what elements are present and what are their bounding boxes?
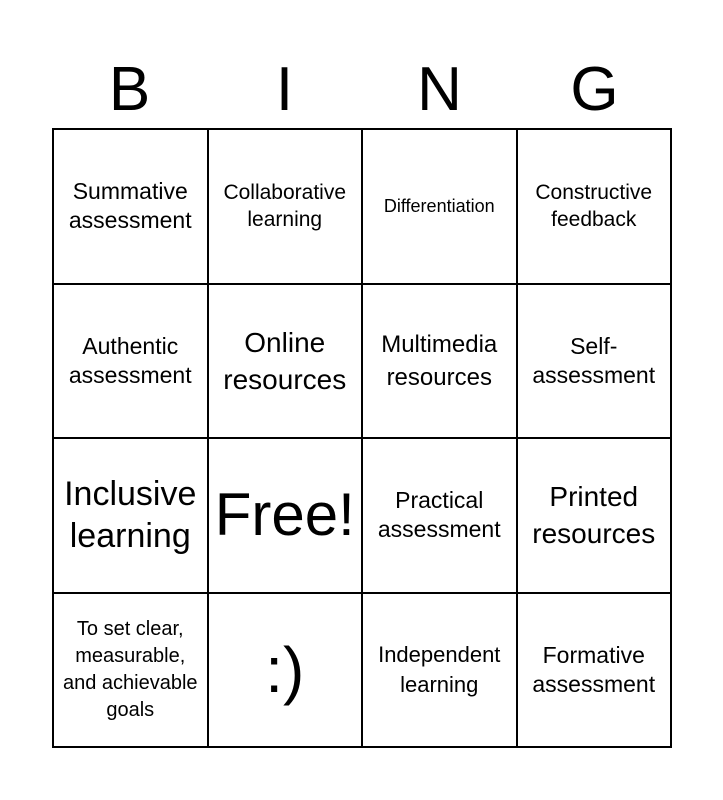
header-letter-g: G [570,55,619,124]
cell-text: Independent learning [378,641,501,697]
cell-text: Summative assessment [68,178,192,234]
cell-text: Multimedia resources [381,330,498,391]
smiley-text: :) [265,633,305,706]
bingo-grid [52,128,672,748]
bingo-cell[interactable] [54,285,209,440]
bingo-cell[interactable] [518,285,673,440]
free-cell[interactable] [209,439,364,594]
bingo-header [52,52,672,128]
bingo-cell[interactable] [54,130,209,285]
cell-text: Formative assessment [532,641,656,697]
cell-text: Differentiation [383,196,495,217]
cell-text: Constructive feedback [535,181,653,232]
cell-text: Inclusive learning [64,475,197,556]
header-letter-b: B [108,55,151,124]
cell-text: To set clear, measurable, and achievable goals [62,617,198,721]
header-letter-n: N [417,55,462,124]
bingo-cell[interactable] [363,130,518,285]
cell-text: Self-assessment [532,332,656,388]
cell-text: Printed resources [532,481,656,550]
cell-text: Authentic assessment [68,332,192,388]
bingo-cell[interactable] [363,439,518,594]
cell-text: Practical assessment [377,487,501,543]
bingo-cell[interactable] [209,285,364,440]
free-text: Free! [214,481,355,549]
bingo-cell[interactable] [54,594,209,749]
bingo-cell[interactable] [209,130,364,285]
bingo-cell[interactable] [54,439,209,594]
bingo-cell[interactable] [518,594,673,749]
bingo-cell[interactable] [363,285,518,440]
bingo-cell[interactable] [518,130,673,285]
cell-text: Collaborative learning [223,181,347,232]
header-letter-i: I [275,55,294,124]
cell-text: Online resources [223,326,347,395]
bingo-cell[interactable] [209,594,364,749]
bingo-cell[interactable] [518,439,673,594]
bingo-cell[interactable] [363,594,518,749]
